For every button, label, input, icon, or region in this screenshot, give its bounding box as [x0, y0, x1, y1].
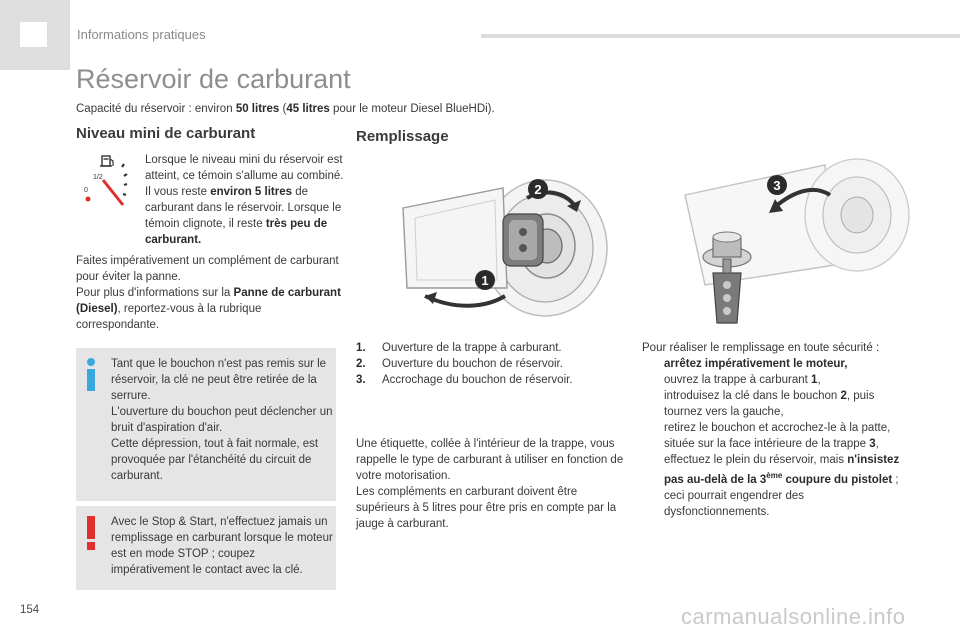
step-item: 1. Ouverture de la trappe à carburant.	[356, 342, 562, 354]
page-title: Réservoir de carburant	[76, 64, 351, 94]
watermark: carmanualsonline.info	[681, 604, 906, 629]
step-item: 3. Accrochage du bouchon de réservoir.	[356, 374, 573, 386]
chapter-tab	[0, 0, 70, 70]
remplissage-heading: Remplissage	[356, 128, 449, 145]
fuel-flap-illustration	[395, 168, 610, 323]
securite-list	[642, 356, 912, 520]
fuel-pump-icon	[100, 156, 113, 166]
step-item: 2. Ouverture du bouchon de réservoir.	[356, 358, 563, 370]
section-title: Informations pratiques	[77, 27, 206, 42]
niveau-complement-text: Faites impérativement un complément de carburant pour éviter la panne. Pour plus d'informations sur la Panne de carburant (Diesel), reportez-vous à la rubrique correspondante.	[76, 255, 341, 331]
fuel-gauge-icon	[78, 150, 134, 210]
header-rule	[481, 34, 960, 38]
svg-text:1/2: 1/2	[93, 174, 103, 181]
svg-text:1: 1	[481, 273, 489, 288]
page-number: 154	[20, 604, 40, 616]
svg-text:3: 3	[773, 178, 781, 193]
list-item: effectuez le plein du réservoir, mais n'insistez pas au-delà de la 3ème coupure du pistolet ; ceci pourrait engendrer des dysfonctionnements.	[664, 454, 900, 518]
list-item: arrêtez impérativement le moteur,	[664, 358, 848, 370]
remplissage-steps	[356, 340, 626, 388]
niveau-heading: Niveau mini de carburant	[76, 125, 256, 142]
capacity-text: Capacité du réservoir : environ 50 litres (45 litres pour le moteur Diesel BlueHDi).	[76, 103, 495, 115]
fuel-cap-key-icon	[503, 214, 543, 266]
fuel-cap-hook-illustration	[675, 155, 913, 330]
svg-text:0: 0	[84, 187, 88, 194]
warning-box: Avec le Stop & Start, n'effectuez jamais un remplissage en carburant lorsque le moteur est en mode STOP ; coupez impérativement le contact avec la clé.	[76, 506, 336, 590]
list-item: retirez le bouchon et accrochez-le à la patte, située sur la face intérieure de la trappe 3,	[664, 422, 891, 450]
niveau-text: Lorsque le niveau mini du réservoir est atteint, ce témoin s'allume au combiné. Il vous reste environ 5 litres de carburant dans le réservoir. Lorsque le témoin clignote, il reste très peu de carburant.	[145, 154, 344, 246]
svg-text:2: 2	[534, 182, 542, 197]
list-item: introduisez la clé dans le bouchon 2, puis tournez vers la gauche,	[664, 390, 875, 418]
warning-icon	[86, 516, 96, 550]
etiquette-text: Une étiquette, collée à l'intérieur de la trappe, vous rappelle le type de carburant à utiliser en fonction de votre motorisation. Les compléments en carburant doivent être supérieurs à 5 litres pour être pris en compte par la jauge à carburant.	[356, 438, 624, 530]
info-icon	[85, 358, 97, 392]
info-box: Tant que le bouchon n'est pas remis sur le réservoir, la clé ne peut être retirée de la serrure. L'ouverture du bouchon peut déclencher un bruit d'aspiration d'air. Cette dépression, tout à fait normale, est provoquée par l'étanchéité du circuit de carburant.	[76, 348, 336, 501]
list-item: ouvrez la trappe à carburant 1,	[664, 374, 821, 386]
securite-intro: Pour réaliser le remplissage en toute sécurité :	[642, 342, 880, 354]
